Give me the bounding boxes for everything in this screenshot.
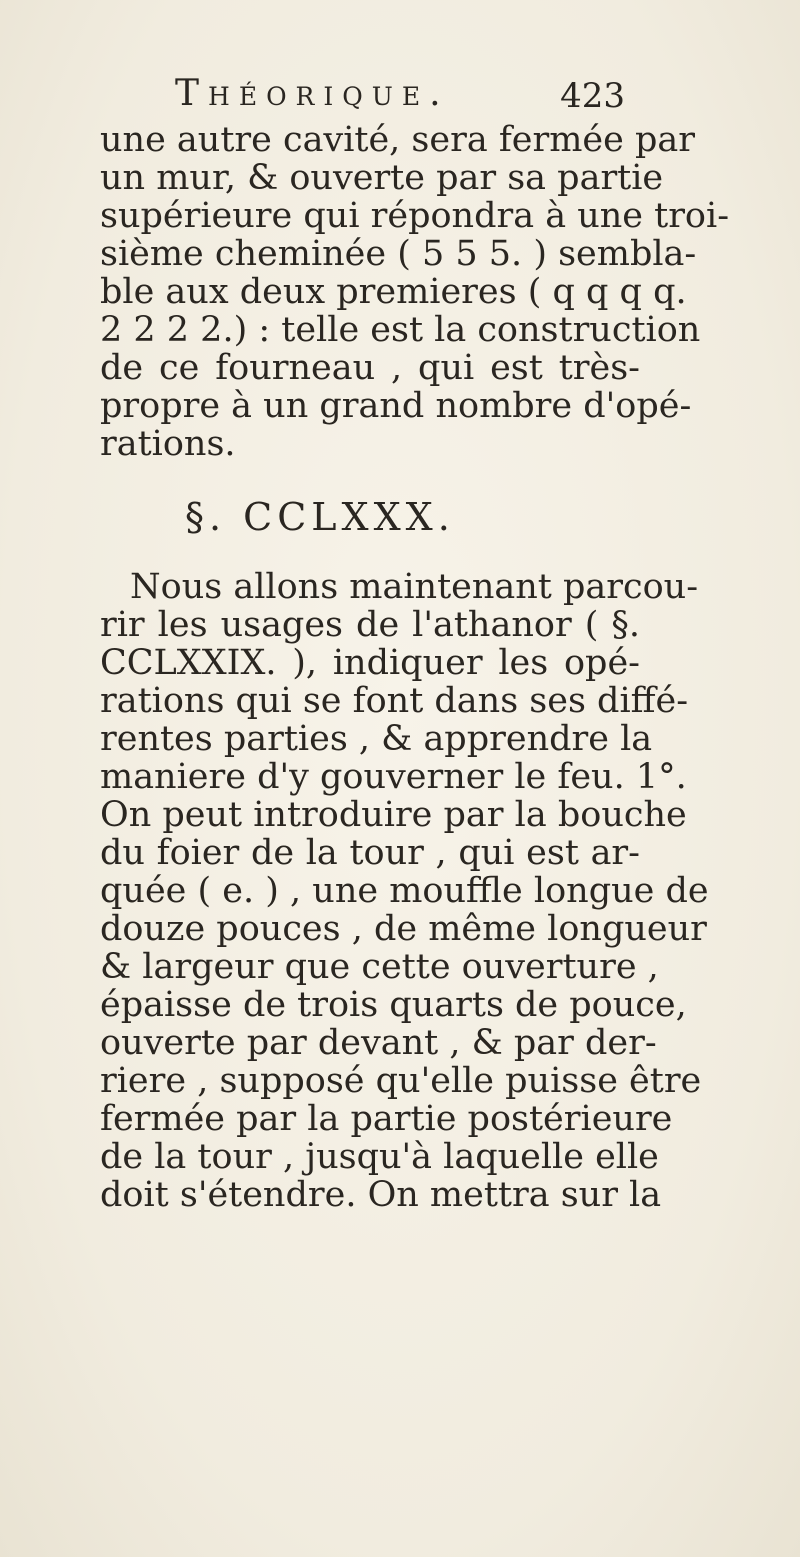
text-line: ble aux deux premieres ( q q q q. <box>100 272 687 312</box>
page-header <box>175 72 625 120</box>
text-line: On peut introduire par la bouche <box>100 795 687 835</box>
text-line: épaisse de trois quarts de pouce, <box>100 985 687 1025</box>
text-line: du foier de la tour , qui est ar- <box>100 833 640 873</box>
text-line: propre à un grand nombre d'opé- <box>100 386 692 426</box>
text-line: fermée par la partie postérieure <box>100 1099 673 1139</box>
text-line: quée ( e. ) , une mouffle longue de <box>100 871 709 911</box>
text-line: riere , supposé qu'elle puisse être <box>100 1061 702 1101</box>
text-line: & largeur que cette ouverture , <box>100 947 659 987</box>
text-line: supérieure qui répondra à une troi- <box>100 196 730 236</box>
text-line: de la tour , jusqu'à laquelle elle <box>100 1137 659 1177</box>
text-line: doit s'étendre. On mettra sur la <box>100 1175 662 1215</box>
text-line: ouverte par devant , & par der- <box>100 1023 657 1063</box>
text-line: rir les usages de l'athanor ( §. <box>100 605 640 645</box>
paragraph-continuation <box>100 120 730 464</box>
text-line: 2 2 2 2.) : telle est la construction <box>100 310 701 350</box>
text-line: de ce fourneau , qui est très- <box>100 348 640 388</box>
text-line: CCLXXIX. ), indiquer les opé- <box>100 643 640 683</box>
text-line: douze pouces , de même longueur <box>100 909 707 949</box>
text-line: sième cheminée ( 5 5 5. ) sembla- <box>100 234 697 274</box>
text-line: rentes parties , & apprendre la <box>100 719 653 759</box>
paragraph-section <box>100 567 709 1215</box>
text-line: rations. <box>100 424 236 464</box>
page-number: 423 <box>560 76 625 116</box>
section-heading: §. CCLXXX. <box>185 495 455 539</box>
text-line: une autre cavité, sera fermée par <box>100 120 695 160</box>
text-line: rations qui se font dans ses diffé- <box>100 681 689 721</box>
text-line: un mur, & ouverte par sa partie <box>100 158 664 198</box>
running-head: Théorique. <box>175 73 450 114</box>
text-line: maniere d'y gouverner le feu. 1°. <box>100 757 687 797</box>
text-line: Nous allons maintenant parcou- <box>130 567 699 607</box>
